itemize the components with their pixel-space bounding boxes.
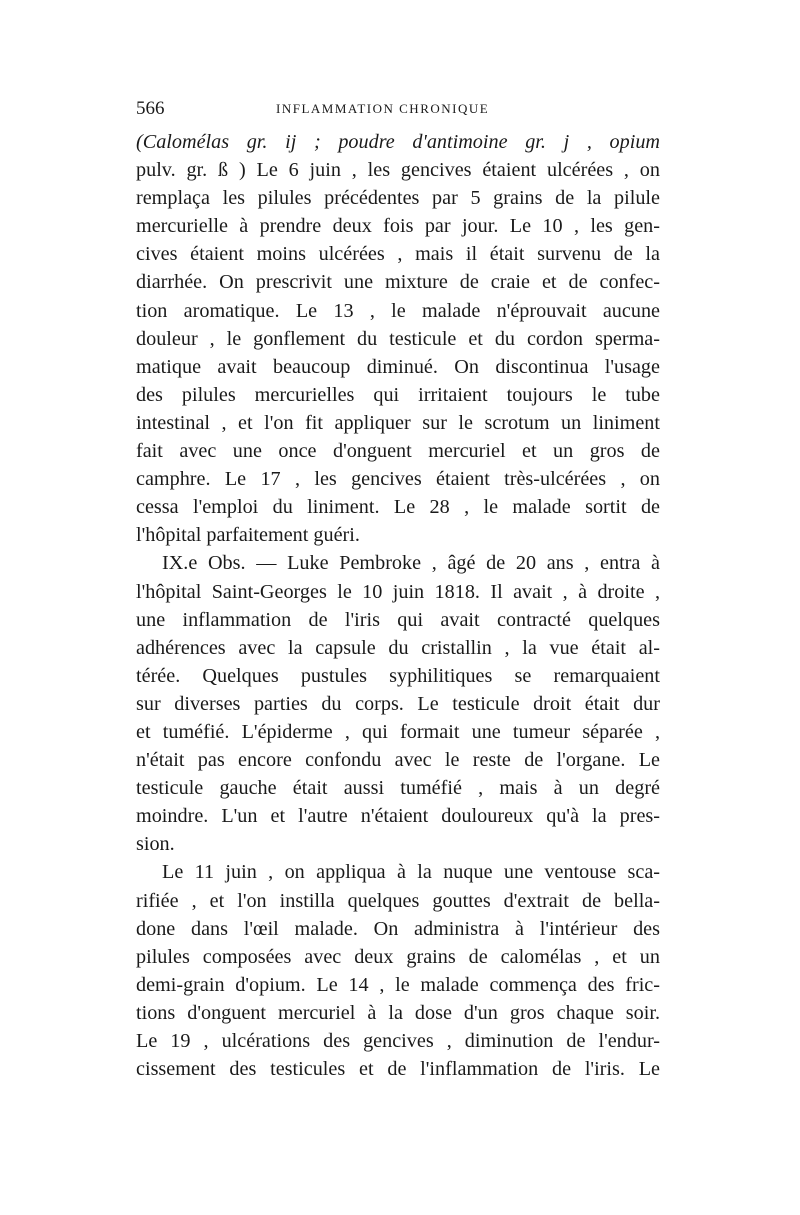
text-line: mercurielle à prendre deux fois par jour. Le 10 , les gen- xyxy=(136,215,660,238)
text-line: matique avait beaucoup diminué. On discontinua l'usage xyxy=(136,355,660,378)
text-line: cissement des testicules et de l'inflammation de l'iris. Le xyxy=(136,1058,660,1081)
text-line: tion aromatique. Le 13 , le malade n'éprouvait aucune xyxy=(136,299,660,322)
text-line: n'était pas encore confondu avec le reste de l'organe. Le xyxy=(136,749,660,772)
text-block xyxy=(136,98,660,1083)
text-line: IX.e Obs. — Luke Pembroke , âgé de 20 ans , entra à xyxy=(162,552,660,575)
text-line: (Calomélas gr. ij ; poudre d'antimoine gr. j , opium xyxy=(136,131,660,153)
text-line: et tuméfié. L'épiderme , qui formait une tumeur séparée , xyxy=(136,720,660,743)
text-line: cessa l'emploi du liniment. Le 28 , le malade sortit de xyxy=(136,496,660,519)
text-line: térée. Quelques pustules syphilitiques se remarquaient xyxy=(136,664,660,687)
text-line: remplaça les pilules précédentes par 5 grains de la pilule xyxy=(136,187,660,210)
text-line: sur diverses parties du corps. Le testicule droit était dur xyxy=(136,692,660,715)
text-line: moindre. L'un et l'autre n'étaient douloureux qu'à la pres- xyxy=(136,805,660,828)
text-line: sion. xyxy=(136,833,175,856)
text-line: des pilules mercurielles qui irritaient toujours le tube xyxy=(136,383,660,406)
body-text xyxy=(136,128,660,1083)
text-line: douleur , le gonflement du testicule et du cordon sperma- xyxy=(136,327,660,350)
running-title: INFLAMMATION CHRONIQUE xyxy=(276,101,490,116)
text-line: cives étaient moins ulcérées , mais il était survenu de la xyxy=(136,243,660,266)
page-header xyxy=(136,98,660,124)
text-line: camphre. Le 17 , les gencives étaient très-ulcérées , on xyxy=(136,468,660,491)
text-line: diarrhée. On prescrivit une mixture de craie et de confec- xyxy=(136,271,660,294)
text-line: adhérences avec la capsule du cristallin , la vue était al- xyxy=(136,636,660,659)
text-line: Le 19 , ulcérations des gencives , diminution de l'endur- xyxy=(136,1030,660,1052)
text-line: rifiée , et l'on instilla quelques gouttes d'extrait de bella- xyxy=(136,889,660,912)
text-line: une inflammation de l'iris qui avait contracté quelques xyxy=(136,608,660,631)
text-line: testicule gauche était aussi tuméfié , mais à un degré xyxy=(136,777,660,800)
text-line: l'hôpital Saint-Georges le 10 juin 1818. Il avait , à droite , xyxy=(136,580,660,603)
text-line: intestinal , et l'on fit appliquer sur le scrotum un liniment xyxy=(136,411,660,434)
text-line: pulv. gr. ß ) Le 6 juin , les gencives étaient ulcérées , on xyxy=(136,159,660,182)
text-line: fait avec une once d'onguent mercuriel et un gros de xyxy=(136,440,660,463)
text-line: tions d'onguent mercuriel à la dose d'un gros chaque soir. xyxy=(136,1001,660,1024)
text-line: Le 11 juin , on appliqua à la nuque une ventouse sca- xyxy=(162,861,660,884)
text-line: pilules composées avec deux grains de calomélas , et un xyxy=(136,945,660,968)
page-number: 566 xyxy=(136,98,165,119)
text-line: l'hôpital parfaitement guéri. xyxy=(136,524,360,547)
text-line: done dans l'œil malade. On administra à l'intérieur des xyxy=(136,917,660,940)
text-line: demi-grain d'opium. Le 14 , le malade commença des fric- xyxy=(136,973,660,996)
